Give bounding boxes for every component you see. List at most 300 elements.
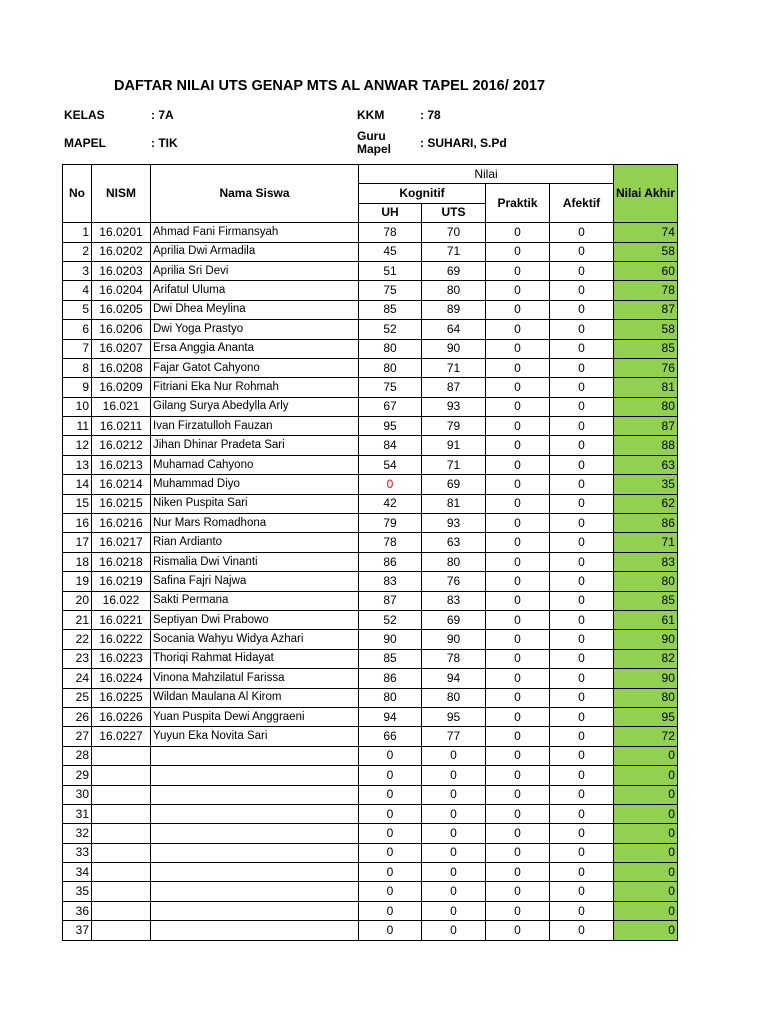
cell-praktik: 0 — [486, 572, 550, 591]
cell-uts: 95 — [422, 707, 486, 726]
table-row — [63, 804, 678, 823]
cell-no: 26 — [63, 707, 92, 726]
table-row — [63, 766, 678, 785]
cell-uh: 0 — [359, 921, 422, 940]
cell-praktik: 0 — [486, 766, 550, 785]
kelas-value: : 7A — [151, 108, 174, 122]
cell-afektif: 0 — [550, 223, 614, 242]
cell-no: 25 — [63, 688, 92, 707]
cell-uh: 0 — [359, 843, 422, 862]
cell-nilai-akhir: 85 — [614, 339, 678, 358]
header-uts: UTS — [422, 203, 486, 222]
cell-afektif: 0 — [550, 281, 614, 300]
cell-uh: 90 — [359, 630, 422, 649]
cell-nilai-akhir: 86 — [614, 514, 678, 533]
cell-praktik: 0 — [486, 378, 550, 397]
table-row — [63, 455, 678, 474]
cell-nism: 16.0208 — [92, 358, 151, 377]
cell-praktik: 0 — [486, 261, 550, 280]
cell-no: 23 — [63, 649, 92, 668]
cell-nama: Niken Puspita Sari — [151, 494, 359, 513]
cell-nism — [92, 766, 151, 785]
cell-afektif: 0 — [550, 707, 614, 726]
cell-uh: 86 — [359, 552, 422, 571]
cell-nama: Yuyun Eka Novita Sari — [151, 727, 359, 746]
cell-uh: 0 — [359, 746, 422, 765]
cell-nilai-akhir: 81 — [614, 378, 678, 397]
cell-praktik: 0 — [486, 843, 550, 862]
cell-no: 8 — [63, 358, 92, 377]
cell-nama: Rian Ardianto — [151, 533, 359, 552]
cell-afektif: 0 — [550, 766, 614, 785]
cell-afektif: 0 — [550, 242, 614, 261]
cell-nama: Ivan Firzatulloh Fauzan — [151, 417, 359, 436]
header-nilai: Nilai — [359, 165, 614, 184]
cell-praktik: 0 — [486, 630, 550, 649]
cell-uts: 71 — [422, 358, 486, 377]
table-row — [63, 242, 678, 261]
cell-afektif: 0 — [550, 901, 614, 920]
cell-nama: Aprilia Dwi Armadila — [151, 242, 359, 261]
cell-uh: 84 — [359, 436, 422, 455]
cell-praktik: 0 — [486, 921, 550, 940]
cell-afektif: 0 — [550, 669, 614, 688]
cell-uh: 80 — [359, 339, 422, 358]
guru-label-line1: Guru — [357, 129, 386, 143]
table-row — [63, 320, 678, 339]
cell-nama: Thoriqi Rahmat Hidayat — [151, 649, 359, 668]
table-row — [63, 475, 678, 494]
cell-afektif: 0 — [550, 339, 614, 358]
cell-no: 28 — [63, 746, 92, 765]
cell-praktik: 0 — [486, 552, 550, 571]
cell-uts: 90 — [422, 339, 486, 358]
table-row — [63, 300, 678, 319]
cell-uh: 0 — [359, 882, 422, 901]
cell-nama: Yuan Puspita Dewi Anggraeni — [151, 707, 359, 726]
cell-nism — [92, 824, 151, 843]
header-nama: Nama Siswa — [151, 165, 359, 223]
table-row — [63, 610, 678, 629]
cell-nism — [92, 882, 151, 901]
cell-afektif: 0 — [550, 921, 614, 940]
cell-afektif: 0 — [550, 785, 614, 804]
cell-praktik: 0 — [486, 901, 550, 920]
cell-praktik: 0 — [486, 591, 550, 610]
cell-nama: Ersa Anggia Ananta — [151, 339, 359, 358]
cell-nism: 16.0206 — [92, 320, 151, 339]
cell-uts: 0 — [422, 785, 486, 804]
cell-nism: 16.0219 — [92, 572, 151, 591]
cell-uh: 80 — [359, 358, 422, 377]
cell-nism: 16.0201 — [92, 223, 151, 242]
cell-no: 6 — [63, 320, 92, 339]
cell-uh: 52 — [359, 610, 422, 629]
cell-uh: 75 — [359, 281, 422, 300]
header-kognitif: Kognitif — [359, 184, 486, 203]
cell-no: 11 — [63, 417, 92, 436]
cell-nism — [92, 901, 151, 920]
cell-afektif: 0 — [550, 843, 614, 862]
cell-no: 31 — [63, 804, 92, 823]
cell-afektif: 0 — [550, 824, 614, 843]
cell-nilai-akhir: 0 — [614, 824, 678, 843]
cell-nama: Gilang Surya Abedylla Arly — [151, 397, 359, 416]
mapel-label: MAPEL — [64, 136, 106, 150]
table-row — [63, 863, 678, 882]
cell-nama: Ahmad Fani Firmansyah — [151, 223, 359, 242]
cell-afektif: 0 — [550, 378, 614, 397]
cell-nism: 16.0216 — [92, 514, 151, 533]
cell-uts: 83 — [422, 591, 486, 610]
guru-label-line2: Mapel — [357, 142, 392, 156]
cell-no: 32 — [63, 824, 92, 843]
cell-nama — [151, 766, 359, 785]
cell-nama — [151, 785, 359, 804]
cell-no: 30 — [63, 785, 92, 804]
cell-uh: 79 — [359, 514, 422, 533]
cell-praktik: 0 — [486, 514, 550, 533]
table-row — [63, 921, 678, 940]
cell-uts: 80 — [422, 688, 486, 707]
table-row — [63, 901, 678, 920]
cell-praktik: 0 — [486, 669, 550, 688]
cell-nism: 16.0213 — [92, 455, 151, 474]
header-afektif: Afektif — [550, 184, 614, 223]
cell-afektif: 0 — [550, 533, 614, 552]
cell-afektif: 0 — [550, 688, 614, 707]
cell-uts: 0 — [422, 843, 486, 862]
cell-uh: 85 — [359, 300, 422, 319]
cell-uh: 80 — [359, 688, 422, 707]
table-row — [63, 824, 678, 843]
cell-nilai-akhir: 58 — [614, 320, 678, 339]
cell-praktik: 0 — [486, 397, 550, 416]
cell-nism: 16.0215 — [92, 494, 151, 513]
cell-uh: 95 — [359, 417, 422, 436]
cell-nilai-akhir: 0 — [614, 746, 678, 765]
cell-uts: 0 — [422, 824, 486, 843]
cell-uts: 80 — [422, 552, 486, 571]
cell-nism — [92, 785, 151, 804]
table-row — [63, 649, 678, 668]
cell-no: 14 — [63, 475, 92, 494]
cell-no: 34 — [63, 863, 92, 882]
cell-nilai-akhir: 82 — [614, 649, 678, 668]
cell-nilai-akhir: 63 — [614, 455, 678, 474]
cell-nism: 16.0223 — [92, 649, 151, 668]
table-row — [63, 746, 678, 765]
cell-nism: 16.0224 — [92, 669, 151, 688]
cell-nism: 16.0203 — [92, 261, 151, 280]
cell-uh: 78 — [359, 223, 422, 242]
cell-praktik: 0 — [486, 533, 550, 552]
cell-nism: 16.0209 — [92, 378, 151, 397]
cell-nism: 16.0212 — [92, 436, 151, 455]
mapel-value: : TIK — [151, 136, 178, 150]
cell-uts: 71 — [422, 455, 486, 474]
table-row — [63, 630, 678, 649]
cell-praktik: 0 — [486, 223, 550, 242]
cell-uh: 51 — [359, 261, 422, 280]
cell-nama: Safina Fajri Najwa — [151, 572, 359, 591]
cell-nism — [92, 804, 151, 823]
header-no: No — [63, 165, 92, 223]
table-row — [63, 707, 678, 726]
cell-nilai-akhir: 88 — [614, 436, 678, 455]
header-uh: UH — [359, 203, 422, 222]
cell-nama: Socania Wahyu Widya Azhari — [151, 630, 359, 649]
cell-no: 16 — [63, 514, 92, 533]
cell-nama — [151, 921, 359, 940]
cell-nama — [151, 863, 359, 882]
cell-nism: 16.0211 — [92, 417, 151, 436]
cell-uts: 0 — [422, 766, 486, 785]
cell-afektif: 0 — [550, 455, 614, 474]
cell-nism: 16.0225 — [92, 688, 151, 707]
cell-uh: 78 — [359, 533, 422, 552]
cell-uts: 91 — [422, 436, 486, 455]
cell-nilai-akhir: 62 — [614, 494, 678, 513]
cell-nism: 16.0217 — [92, 533, 151, 552]
cell-praktik: 0 — [486, 494, 550, 513]
cell-afektif: 0 — [550, 358, 614, 377]
cell-afektif: 0 — [550, 417, 614, 436]
cell-nism: 16.0214 — [92, 475, 151, 494]
cell-nilai-akhir: 35 — [614, 475, 678, 494]
cell-afektif: 0 — [550, 572, 614, 591]
cell-nama: Aprilia Sri Devi — [151, 261, 359, 280]
cell-afektif: 0 — [550, 552, 614, 571]
cell-no: 13 — [63, 455, 92, 474]
cell-no: 17 — [63, 533, 92, 552]
header-nilai-akhir: Nilai Akhir — [614, 165, 678, 223]
cell-praktik: 0 — [486, 320, 550, 339]
table-row — [63, 727, 678, 746]
header-praktik: Praktik — [486, 184, 550, 223]
cell-uts: 93 — [422, 514, 486, 533]
cell-praktik: 0 — [486, 746, 550, 765]
cell-uh: 52 — [359, 320, 422, 339]
cell-no: 7 — [63, 339, 92, 358]
cell-nama: Jihan Dhinar Pradeta Sari — [151, 436, 359, 455]
page-title: DAFTAR NILAI UTS GENAP MTS AL ANWAR TAPEL 2016/ 2017 — [114, 78, 546, 94]
cell-no: 20 — [63, 591, 92, 610]
cell-nilai-akhir: 76 — [614, 358, 678, 377]
cell-nilai-akhir: 61 — [614, 610, 678, 629]
cell-nilai-akhir: 90 — [614, 630, 678, 649]
cell-nama: Wildan Maulana Al Kirom — [151, 688, 359, 707]
cell-afektif: 0 — [550, 261, 614, 280]
cell-no: 12 — [63, 436, 92, 455]
cell-afektif: 0 — [550, 494, 614, 513]
cell-no: 3 — [63, 261, 92, 280]
kkm-label: KKM — [357, 108, 385, 122]
kkm-value: : 78 — [420, 108, 441, 122]
cell-uts: 0 — [422, 746, 486, 765]
cell-nism: 16.021 — [92, 397, 151, 416]
cell-uts: 0 — [422, 921, 486, 940]
cell-nism: 16.0221 — [92, 610, 151, 629]
cell-praktik: 0 — [486, 610, 550, 629]
cell-nilai-akhir: 72 — [614, 727, 678, 746]
cell-no: 2 — [63, 242, 92, 261]
cell-uh: 67 — [359, 397, 422, 416]
cell-uts: 0 — [422, 804, 486, 823]
cell-uts: 93 — [422, 397, 486, 416]
cell-praktik: 0 — [486, 281, 550, 300]
guru-value: : SUHARI, S.Pd — [420, 136, 507, 150]
table-row — [63, 436, 678, 455]
cell-nama — [151, 824, 359, 843]
cell-afektif: 0 — [550, 727, 614, 746]
cell-nism: 16.0207 — [92, 339, 151, 358]
table-row — [63, 261, 678, 280]
cell-nilai-akhir: 58 — [614, 242, 678, 261]
cell-nilai-akhir: 80 — [614, 397, 678, 416]
cell-no: 5 — [63, 300, 92, 319]
table-row — [63, 785, 678, 804]
cell-praktik: 0 — [486, 824, 550, 843]
cell-nama: Fitriani Eka Nur Rohmah — [151, 378, 359, 397]
cell-nama: Muhammad Diyo — [151, 475, 359, 494]
cell-uh: 83 — [359, 572, 422, 591]
cell-afektif: 0 — [550, 397, 614, 416]
cell-uh: 0 — [359, 804, 422, 823]
table-row — [63, 552, 678, 571]
cell-nilai-akhir: 87 — [614, 417, 678, 436]
cell-afektif: 0 — [550, 300, 614, 319]
cell-afektif: 0 — [550, 591, 614, 610]
cell-no: 27 — [63, 727, 92, 746]
cell-praktik: 0 — [486, 339, 550, 358]
cell-no: 1 — [63, 223, 92, 242]
cell-nama — [151, 746, 359, 765]
cell-praktik: 0 — [486, 707, 550, 726]
cell-nama: Vinona Mahzilatul Farissa — [151, 669, 359, 688]
table-row — [63, 358, 678, 377]
cell-nilai-akhir: 95 — [614, 707, 678, 726]
header-row-1 — [63, 165, 678, 184]
kelas-label: KELAS — [64, 108, 105, 122]
cell-nilai-akhir: 0 — [614, 882, 678, 901]
cell-nism: 16.0205 — [92, 300, 151, 319]
cell-praktik: 0 — [486, 785, 550, 804]
cell-afektif: 0 — [550, 804, 614, 823]
cell-nilai-akhir: 0 — [614, 863, 678, 882]
cell-uh: 75 — [359, 378, 422, 397]
cell-afektif: 0 — [550, 746, 614, 765]
cell-praktik: 0 — [486, 455, 550, 474]
cell-afektif: 0 — [550, 863, 614, 882]
cell-nism: 16.0222 — [92, 630, 151, 649]
cell-uts: 78 — [422, 649, 486, 668]
cell-nama: Dwi Dhea Meylina — [151, 300, 359, 319]
cell-nism — [92, 843, 151, 862]
table-row — [63, 591, 678, 610]
cell-uts: 80 — [422, 281, 486, 300]
table-row — [63, 378, 678, 397]
cell-afektif: 0 — [550, 514, 614, 533]
cell-uts: 77 — [422, 727, 486, 746]
cell-nilai-akhir: 78 — [614, 281, 678, 300]
cell-uts: 90 — [422, 630, 486, 649]
cell-praktik: 0 — [486, 436, 550, 455]
cell-uts: 76 — [422, 572, 486, 591]
cell-nilai-akhir: 71 — [614, 533, 678, 552]
table-row — [63, 494, 678, 513]
cell-nama: Muhamad Cahyono — [151, 455, 359, 474]
cell-uh: 0 — [359, 766, 422, 785]
grade-table — [62, 164, 678, 941]
cell-praktik: 0 — [486, 649, 550, 668]
cell-no: 9 — [63, 378, 92, 397]
table-row — [63, 669, 678, 688]
cell-afektif: 0 — [550, 436, 614, 455]
cell-nilai-akhir: 80 — [614, 572, 678, 591]
cell-no: 35 — [63, 882, 92, 901]
cell-uts: 70 — [422, 223, 486, 242]
cell-uts: 0 — [422, 882, 486, 901]
cell-no: 37 — [63, 921, 92, 940]
cell-uts: 94 — [422, 669, 486, 688]
cell-nism — [92, 863, 151, 882]
cell-uh: 0 — [359, 475, 422, 494]
cell-afektif: 0 — [550, 882, 614, 901]
cell-afektif: 0 — [550, 630, 614, 649]
table-row — [63, 417, 678, 436]
cell-uts: 81 — [422, 494, 486, 513]
cell-praktik: 0 — [486, 863, 550, 882]
table-row — [63, 339, 678, 358]
cell-praktik: 0 — [486, 475, 550, 494]
cell-uts: 89 — [422, 300, 486, 319]
cell-no: 33 — [63, 843, 92, 862]
cell-nilai-akhir: 74 — [614, 223, 678, 242]
cell-uts: 69 — [422, 475, 486, 494]
cell-nama: Fajar Gatot Cahyono — [151, 358, 359, 377]
cell-nilai-akhir: 60 — [614, 261, 678, 280]
cell-uh: 86 — [359, 669, 422, 688]
cell-nism: 16.0218 — [92, 552, 151, 571]
cell-uts: 64 — [422, 320, 486, 339]
cell-no: 29 — [63, 766, 92, 785]
cell-nilai-akhir: 90 — [614, 669, 678, 688]
cell-no: 18 — [63, 552, 92, 571]
cell-nilai-akhir: 83 — [614, 552, 678, 571]
cell-praktik: 0 — [486, 417, 550, 436]
cell-uts: 0 — [422, 863, 486, 882]
cell-nism: 16.0204 — [92, 281, 151, 300]
cell-uh: 54 — [359, 455, 422, 474]
table-row — [63, 882, 678, 901]
cell-uts: 69 — [422, 261, 486, 280]
cell-praktik: 0 — [486, 882, 550, 901]
header-nism: NISM — [92, 165, 151, 223]
cell-nama: Nur Mars Romadhona — [151, 514, 359, 533]
cell-nama — [151, 843, 359, 862]
cell-uts: 79 — [422, 417, 486, 436]
cell-uh: 0 — [359, 824, 422, 843]
cell-uh: 66 — [359, 727, 422, 746]
cell-no: 15 — [63, 494, 92, 513]
cell-afektif: 0 — [550, 649, 614, 668]
cell-uh: 0 — [359, 785, 422, 804]
cell-uh: 0 — [359, 863, 422, 882]
cell-uh: 85 — [359, 649, 422, 668]
cell-nilai-akhir: 0 — [614, 901, 678, 920]
cell-nilai-akhir: 85 — [614, 591, 678, 610]
